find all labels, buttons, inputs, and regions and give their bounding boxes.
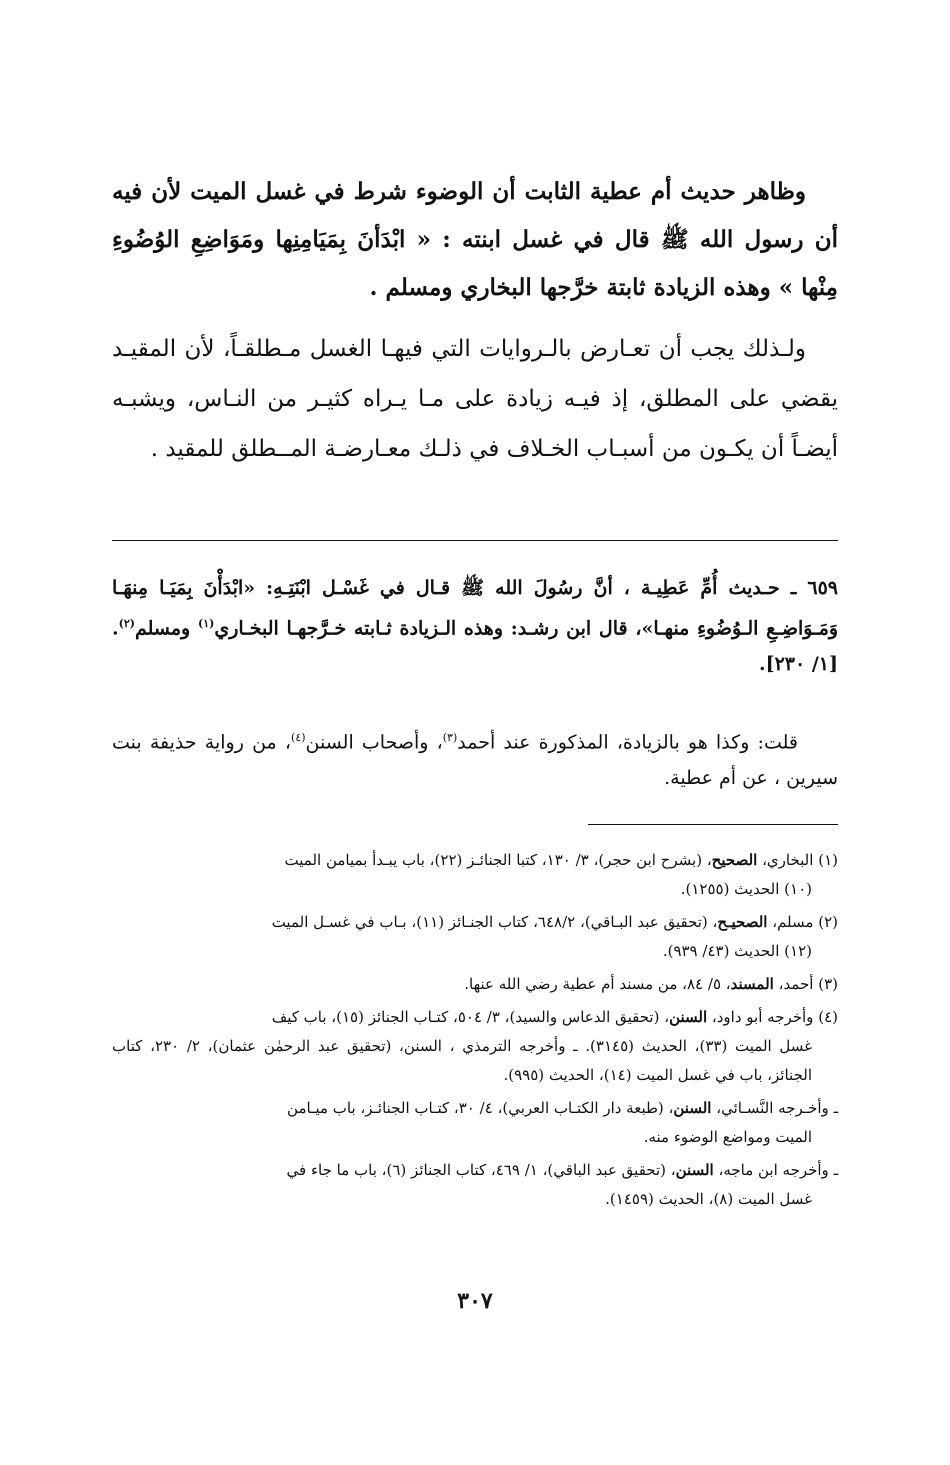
footnote-continuation: (١٢) الحديث (٤٣/ ٩٣٩). — [662, 942, 812, 960]
hadith-paragraph — [112, 570, 838, 682]
footnote-item — [112, 970, 838, 999]
main-text — [112, 168, 838, 486]
hadith-text: ٦٥٩ ـ حـديث أُمِّ عَطِيـة ، أنَّ رسُولَ الله ﷺ قـال في غَسْـل ابْنَتِـهِ: «ابْدَأْنَ بِمَيَـا مِنهَـا وَمَـوَاضِـعِ الـوُضُوءِ منهـا»، قال ابن رشـد: وهذه الـزيادة ثـابته خـرَّجهـا البخـاري — [112, 577, 838, 640]
footnote-work: المسند — [730, 975, 774, 993]
footnote-details: ، (طبعة دار الكتـاب العربي)، ٤/ ٣٠، كتـاب الجنائـز، باب ميـامن — [287, 1099, 674, 1117]
note-part-2: ، وأصحاب السنن — [305, 731, 443, 754]
footnote-number: (٣) — [818, 975, 838, 993]
footnote-divider — [588, 824, 838, 825]
footnote-number: ـ — [833, 1161, 838, 1179]
main-paragraph-1: وظاهر حديث أم عطية الثابت أن الوضوء شرط في غسل الميت لأن فيه أن رسول الله ﷺ قال في غسل ابنته : « ابْدَأنَ بِمَيَامِنِها ومَوَاضِعِ الوُضُوءِ مِنْها » وهذه الزيادة ثابتة خرَّجها البخاري ومسلم . — [112, 178, 838, 301]
footnote-details: ، ٥/ ٨٤، من مسند أم عطية رضي الله عنها. — [464, 975, 731, 993]
footnote-work: السنن — [675, 1161, 714, 1179]
footnote-item — [112, 1156, 838, 1214]
footnote-work: السنن — [673, 1099, 712, 1117]
footnote-item — [112, 1094, 838, 1152]
footnote-work: الصحيـح — [717, 913, 768, 931]
footnote-author: البخاري، — [757, 851, 814, 869]
hadith-source: . [١/ ٢٣٠]. — [112, 617, 838, 676]
footnote-number: ـ — [833, 1099, 838, 1117]
footnote-author: وأخـرجه النَّسـائي، — [711, 1099, 829, 1117]
footnotes — [112, 846, 838, 1218]
footnote-details: ، (تحقيق عبد البـاقي)، ٦٤٨/٢، كتاب الجنـائز (١١)، بـاب في غسـل الميت — [271, 913, 718, 931]
footnote-author: أحمد، — [773, 975, 814, 993]
footnote-work: الصحيح — [711, 851, 758, 869]
main-paragraph-2: ولـذلك يجب أن تعـارض بالـروايات التي فيهـا الغسل مـطلقـاً، لأن المقيـد يقضي على المطلق، إذ فيـه زيادة على مـا يـراه كثيـر من النـاس، ويشبـه أيضـاً أن يكـون من أسبـاب الخـلاف في ذلـك معـارضـة المــطلق للمقيد . — [112, 336, 838, 462]
footnote-ref-1: (١) — [197, 617, 215, 630]
footnote-ref-4: (٤) — [291, 731, 306, 744]
footnote-continuation: (١٠) الحديث (١٢٥٥). — [680, 880, 812, 898]
note-part-1: قلت: وكذا هو بالزيادة، المذكورة عند أحمد — [457, 731, 798, 754]
footnote-item — [112, 1003, 838, 1090]
footnote-details: ، (تحقيق عبد الباقي)، ١/ ٤٦٩، كتاب الجنائز (٦)، باب ما جاء في — [286, 1161, 676, 1179]
footnote-author: وأخرجه ابن ماجه، — [713, 1161, 829, 1179]
footnote-details: ، (تحقيق الدعاس والسيد)، ٣/ ٥٠٤، كتـاب الجنائز (١٥)، باب كيف — [271, 1008, 670, 1026]
hadith-muslim: ومسلم — [134, 617, 198, 640]
footnote-continuation: الميت ومواضع الوضوء منه. — [643, 1128, 812, 1146]
footnote-author: مسلم، — [767, 913, 814, 931]
footnote-number: (٤) — [818, 1008, 838, 1026]
note-paragraph — [112, 720, 838, 796]
footnote-ref-2: (٢) — [118, 617, 135, 630]
footnote-author: وأخرجه أبو داود، — [707, 1008, 814, 1026]
footnote-continuation: غسل الميت (٣٣)، الحديث (٣١٤٥). ـ وأخرجه الترمذي ، السنن، (تحقيق عبد الرحمٰن عثمان)، ٢/ ٢٣٠، كتاب الجنائز، باب في غسل الميت (١٤)، الحديث (٩٩٥). — [112, 1037, 813, 1084]
commentary-block — [112, 570, 838, 682]
note-block — [112, 720, 838, 796]
footnote-item — [112, 846, 838, 904]
section-divider — [112, 540, 838, 541]
footnote-number: (٢) — [818, 913, 838, 931]
footnote-item — [112, 908, 838, 966]
page-number: ٣٠٧ — [457, 1288, 493, 1314]
note-part-3: ، من رواية حذيفة بنت سيرين ، عن أم عطية. — [112, 731, 838, 790]
footnote-ref-3: (٣) — [442, 731, 458, 744]
footnote-continuation: غسل الميت (٨)، الحديث (١٤٥٩). — [605, 1190, 812, 1208]
footnote-work: السنن — [669, 1008, 708, 1026]
footnote-number: (١) — [818, 851, 838, 869]
footnote-details: ، (بشرح ابن حجر)، ٣/ ١٣٠، كتبا الجنائـز (٢٢)، باب يبـدأ بميامن الميت — [284, 851, 712, 869]
